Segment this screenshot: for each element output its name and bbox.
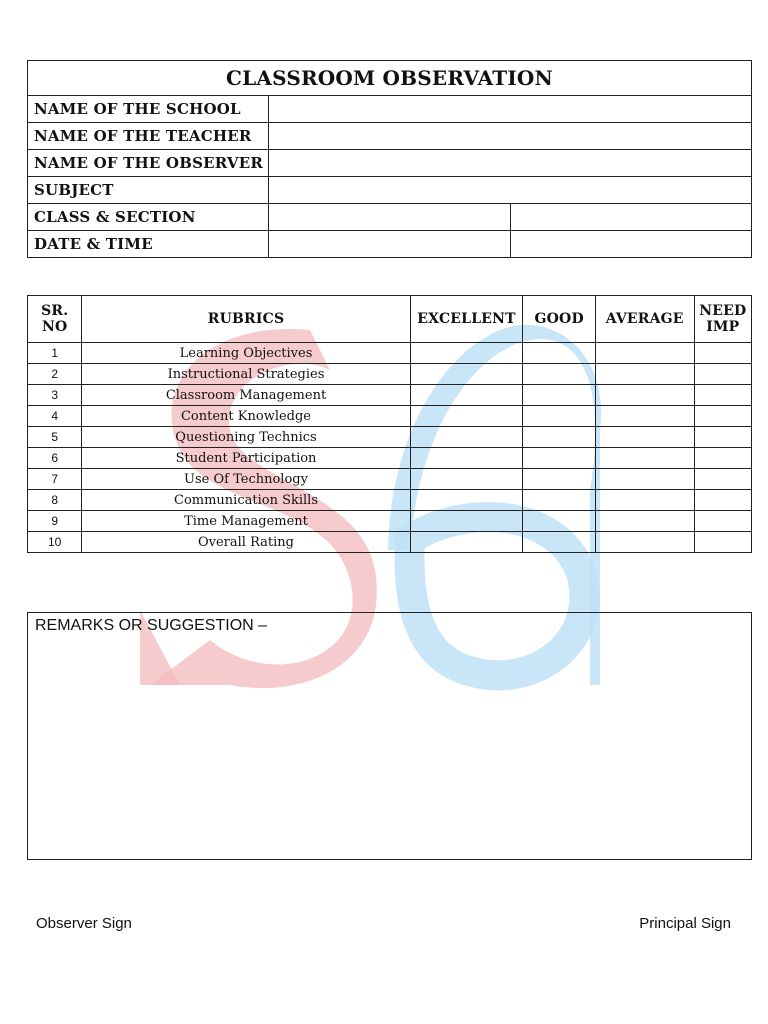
rating-average-cell[interactable]	[595, 364, 694, 385]
rating-good-cell[interactable]	[523, 469, 596, 490]
info-row-subject	[28, 177, 752, 204]
rating-average-cell[interactable]	[595, 448, 694, 469]
info-label-class: CLASS & SECTION	[28, 204, 269, 231]
header-rubrics: RUBRICS	[82, 296, 410, 343]
info-field-school[interactable]	[269, 96, 752, 123]
rating-good-cell[interactable]	[523, 532, 596, 553]
rubric-number: 6	[28, 448, 82, 469]
rubric-name: Learning Objectives	[82, 343, 410, 364]
rating-excellent-cell[interactable]	[410, 469, 523, 490]
rating-need-imp-cell[interactable]	[694, 490, 751, 511]
rating-excellent-cell[interactable]	[410, 448, 523, 469]
rating-good-cell[interactable]	[523, 406, 596, 427]
table-row	[28, 427, 752, 448]
table-row	[28, 406, 752, 427]
rubric-name: Communication Skills	[82, 490, 410, 511]
rating-need-imp-cell[interactable]	[694, 406, 751, 427]
rating-need-imp-cell[interactable]	[694, 532, 751, 553]
rubric-name: Use Of Technology	[82, 469, 410, 490]
rating-excellent-cell[interactable]	[410, 427, 523, 448]
table-row	[28, 469, 752, 490]
info-row-teacher	[28, 123, 752, 150]
rating-excellent-cell[interactable]	[410, 343, 523, 364]
info-row-date	[28, 231, 752, 258]
header-excellent: EXCELLENT	[410, 296, 523, 343]
info-label-teacher: NAME OF THE TEACHER	[28, 123, 269, 150]
rating-need-imp-cell[interactable]	[694, 427, 751, 448]
info-field-section[interactable]	[510, 204, 751, 231]
table-row	[28, 511, 752, 532]
info-label-subject: SUBJECT	[28, 177, 269, 204]
title-row	[28, 61, 752, 96]
observer-sign-label: Observer Sign	[36, 915, 132, 932]
rating-good-cell[interactable]	[523, 511, 596, 532]
rating-need-imp-cell[interactable]	[694, 448, 751, 469]
table-row	[28, 364, 752, 385]
info-field-teacher[interactable]	[269, 123, 752, 150]
rubric-number: 9	[28, 511, 82, 532]
table-row	[28, 343, 752, 364]
info-row-class	[28, 204, 752, 231]
rubric-name: Student Participation	[82, 448, 410, 469]
table-row	[28, 490, 752, 511]
info-field-time[interactable]	[510, 231, 751, 258]
rating-excellent-cell[interactable]	[410, 490, 523, 511]
remarks-label: REMARKS OR SUGGESTION –	[35, 617, 268, 634]
header-good: GOOD	[523, 296, 596, 343]
rating-average-cell[interactable]	[595, 406, 694, 427]
rating-good-cell[interactable]	[523, 343, 596, 364]
rating-need-imp-cell[interactable]	[694, 364, 751, 385]
rubric-number: 3	[28, 385, 82, 406]
header-average: AVERAGE	[595, 296, 694, 343]
rubric-name: Content Knowledge	[82, 406, 410, 427]
rubric-number: 8	[28, 490, 82, 511]
rubric-name: Questioning Technics	[82, 427, 410, 448]
principal-sign-label: Principal Sign	[639, 915, 731, 932]
rating-need-imp-cell[interactable]	[694, 469, 751, 490]
rubric-rows	[28, 343, 752, 553]
rubric-number: 5	[28, 427, 82, 448]
info-field-date[interactable]	[269, 231, 510, 258]
info-field-subject[interactable]	[269, 177, 752, 204]
rating-average-cell[interactable]	[595, 469, 694, 490]
rating-good-cell[interactable]	[523, 385, 596, 406]
rubric-name: Overall Rating	[82, 532, 410, 553]
rubric-name: Classroom Management	[82, 385, 410, 406]
info-field-observer[interactable]	[269, 150, 752, 177]
remarks-box[interactable]	[27, 612, 752, 860]
info-row-school	[28, 96, 752, 123]
rating-good-cell[interactable]	[523, 427, 596, 448]
rubric-number: 7	[28, 469, 82, 490]
rubric-name: Time Management	[82, 511, 410, 532]
info-label-date: DATE & TIME	[28, 231, 269, 258]
table-row	[28, 385, 752, 406]
rubrics-header-row	[28, 296, 752, 343]
info-field-class[interactable]	[269, 204, 510, 231]
rating-excellent-cell[interactable]	[410, 511, 523, 532]
rating-need-imp-cell[interactable]	[694, 343, 751, 364]
rubric-number: 4	[28, 406, 82, 427]
rating-average-cell[interactable]	[595, 385, 694, 406]
header-need-imp: NEED IMP	[694, 296, 751, 343]
rating-need-imp-cell[interactable]	[694, 385, 751, 406]
table-row	[28, 532, 752, 553]
info-label-school: NAME OF THE SCHOOL	[28, 96, 269, 123]
rating-excellent-cell[interactable]	[410, 406, 523, 427]
rubric-number: 10	[28, 532, 82, 553]
info-label-observer: NAME OF THE OBSERVER	[28, 150, 269, 177]
rating-good-cell[interactable]	[523, 364, 596, 385]
page-title: CLASSROOM OBSERVATION	[28, 61, 752, 96]
rubrics-table	[27, 295, 752, 553]
rating-average-cell[interactable]	[595, 532, 694, 553]
info-row-observer	[28, 150, 752, 177]
rating-excellent-cell[interactable]	[410, 532, 523, 553]
rating-average-cell[interactable]	[595, 511, 694, 532]
rating-average-cell[interactable]	[595, 343, 694, 364]
rating-average-cell[interactable]	[595, 427, 694, 448]
rating-excellent-cell[interactable]	[410, 364, 523, 385]
rating-need-imp-cell[interactable]	[694, 511, 751, 532]
rating-good-cell[interactable]	[523, 490, 596, 511]
rubric-number: 1	[28, 343, 82, 364]
info-table	[27, 60, 752, 258]
rating-excellent-cell[interactable]	[410, 385, 523, 406]
header-sr-no: SR. NO	[28, 296, 82, 343]
rating-good-cell[interactable]	[523, 448, 596, 469]
rubric-number: 2	[28, 364, 82, 385]
rating-average-cell[interactable]	[595, 490, 694, 511]
table-row	[28, 448, 752, 469]
rubric-name: Instructional Strategies	[82, 364, 410, 385]
